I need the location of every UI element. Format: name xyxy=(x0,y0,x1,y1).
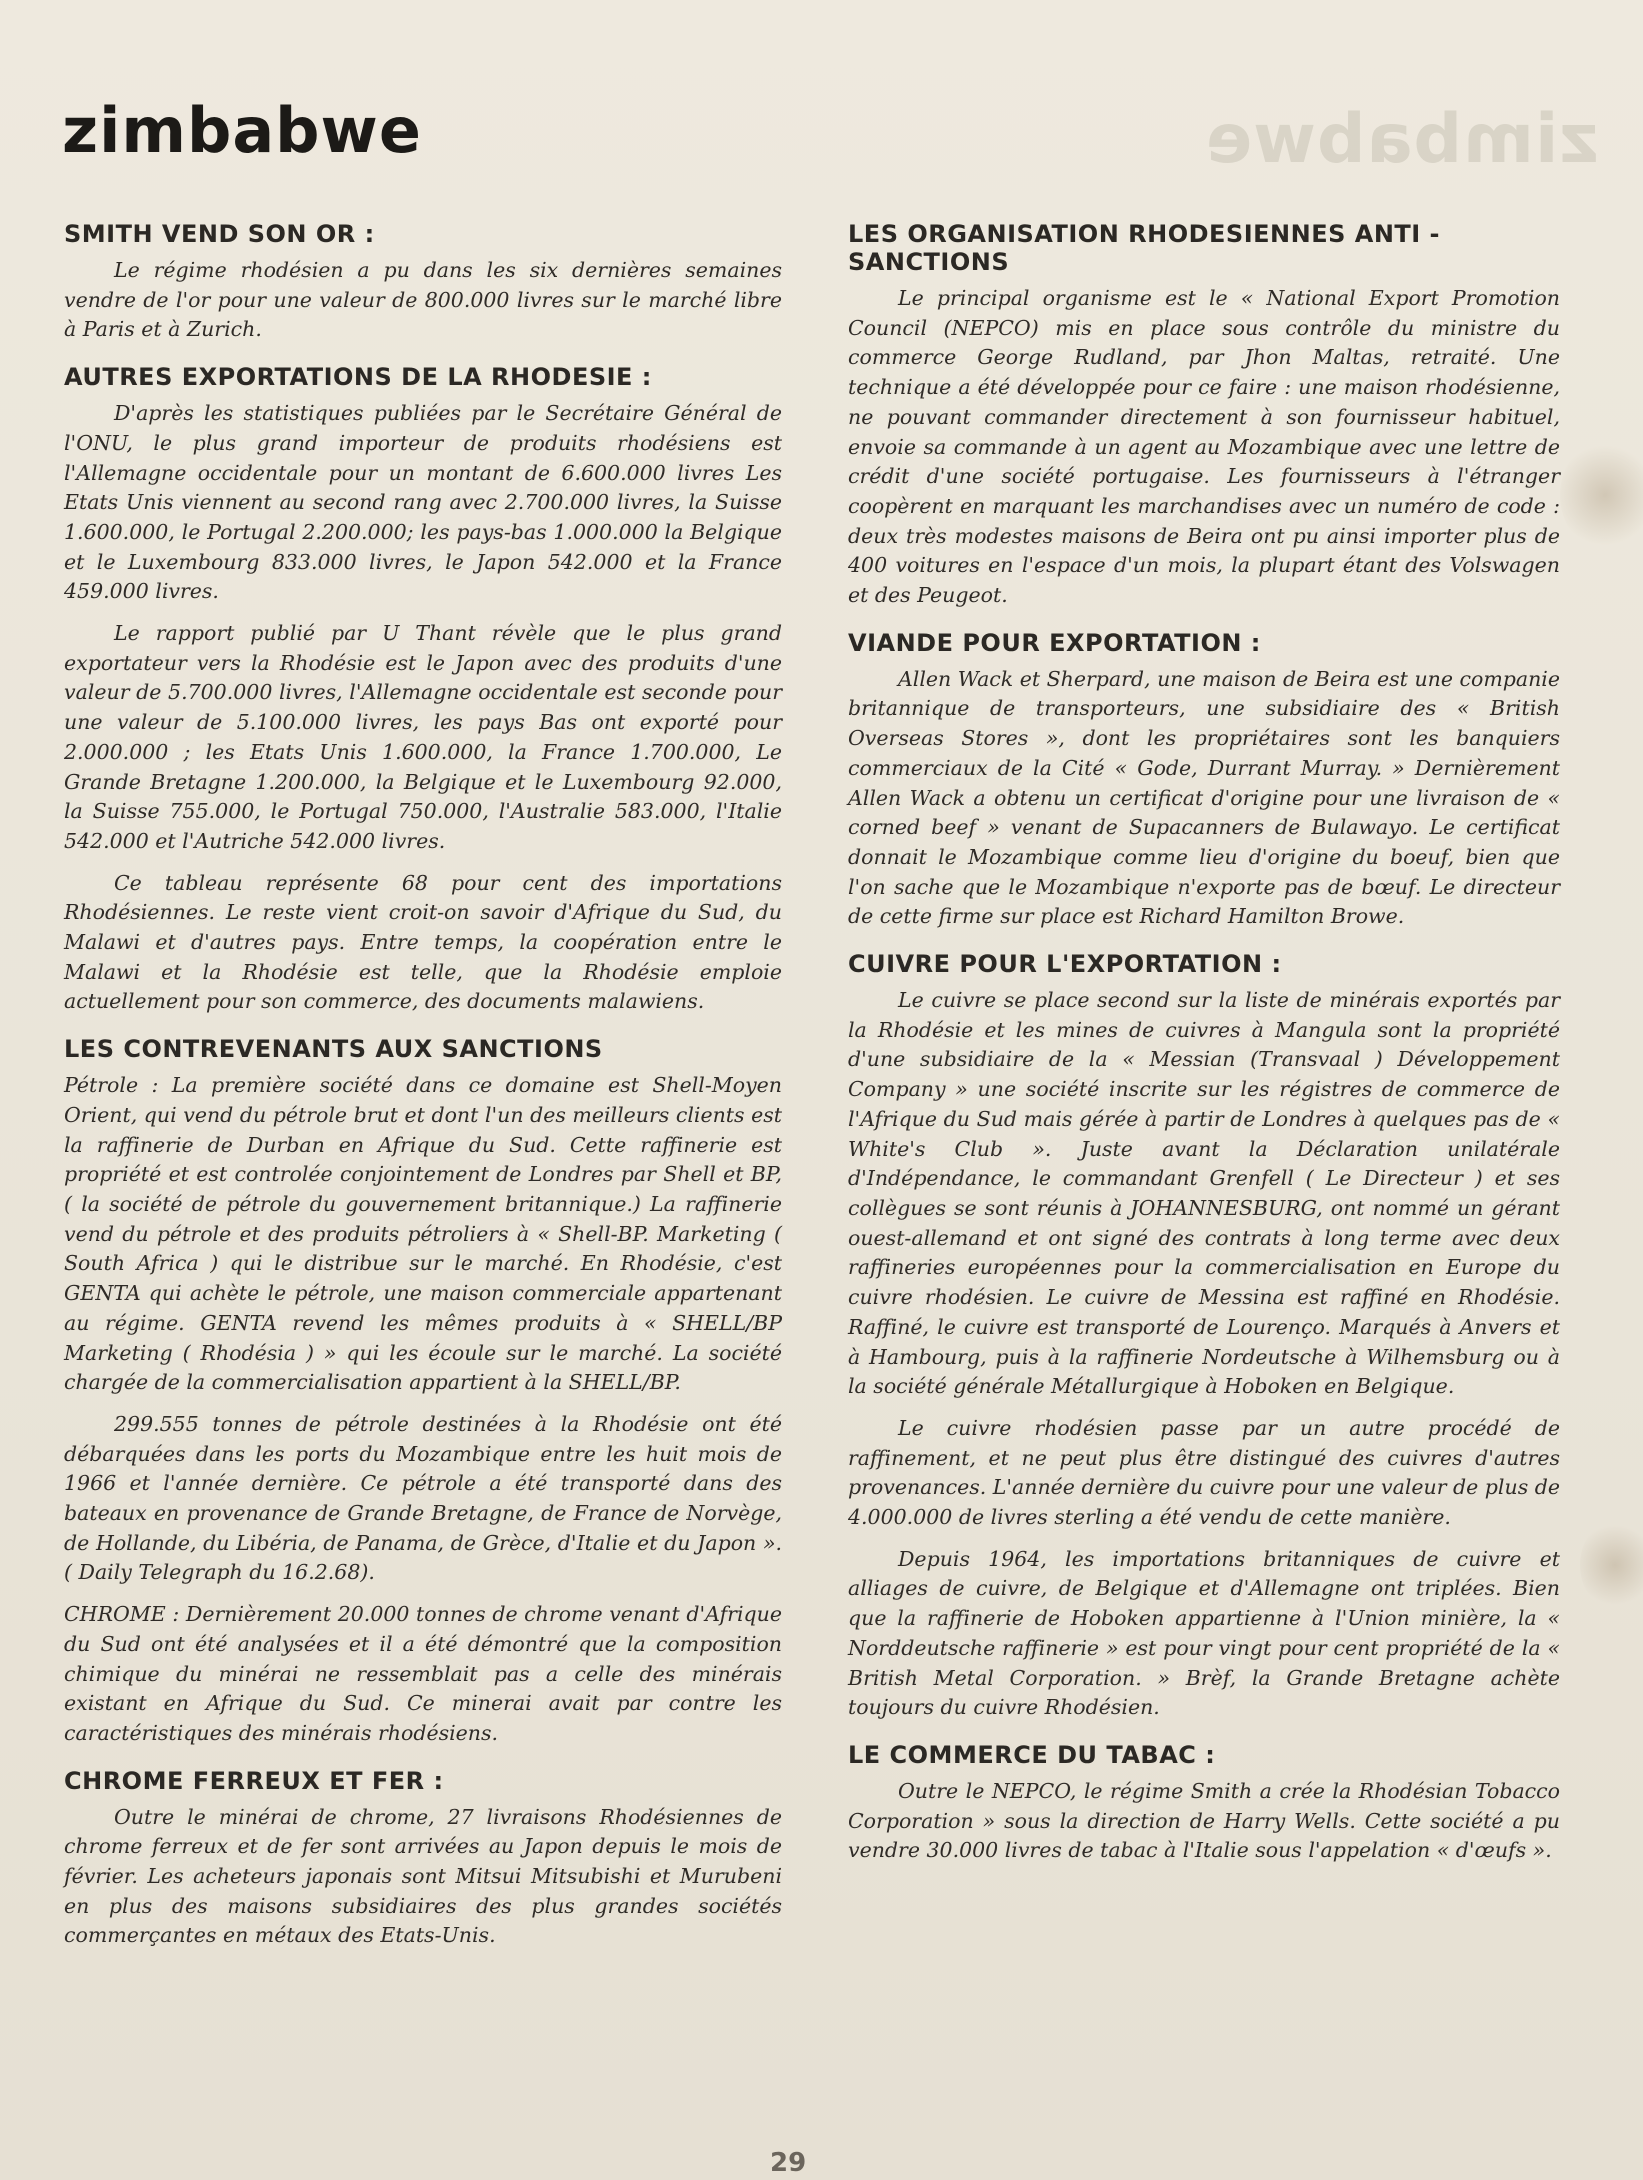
paragraph: Allen Wack et Sherpard, une maison de Beira est une companie britannique de transporteurs, une subsidiaire des « British Overseas Stores », dont les propriétaires sont les banquiers commerciaux de la Cité « Gode, Durrant Murray. » Dernièrement Allen Wack a obtenu un certificat d'origine pour une livraison de « corned beef » venant de Supacanners de Bulawayo. Le certificat donnait le Mozambique comme lieu d'origine du boeuf, bien que l'on sache que le Mozambique n'exporte pas de bœuf. Le directeur de cette firme sur place est Richard Hamilton Browe. xyxy=(848,666,1560,929)
section-heading: LES CONTREVENANTS AUX SANCTIONS xyxy=(64,1035,603,1064)
left-column xyxy=(64,220,782,1963)
section-heading: AUTRES EXPORTATIONS DE LA RHODESIE : xyxy=(64,363,652,392)
paragraph: CHROME : Dernièrement 20.000 tonnes de chrome venant d'Afrique du Sud ont été analysées et il a été démontré que la composition chimique du minérai ne ressemblait pas a celle des minérais existant en Afrique du Sud. Ce minerai avait par contre les caractéristiques des minérais rhodésiens. xyxy=(64,1602,782,1745)
paper-stain xyxy=(1560,440,1643,550)
paragraph: Le cuivre se place second sur la liste de minérais exportés par la Rhodésie et les mines de cuivres à Mangula sont la propriété d'une subsidiaire de la « Messian (Transvaal ) Développement Company » une société inscrite sur les régistres de commerce de l'Afrique du Sud mais gérée à partir de Londres à quelques pas de « White's Club ». Juste avant la Déclaration unilatérale d'Indépendance, le commandant Grenfell ( Le Directeur ) et ses collègues se sont réunis à JOHANNESBURG, ont nommé un gérant ouest-allemand et ont signé des contrats à long terme avec deux raffineries européennes pour la commercialisation en Europe du cuivre rhodésien. Le cuivre de Messina est raffiné en Rhodésie. Raffiné, le cuivre est transporté de Lourenço. Marqués à Anvers et à Hambourg, puis à la raffinerie Nordeutsche à Wilhemsburg ou à la société générale Métallurgique à Hoboken en Belgique. xyxy=(848,988,1560,1399)
paragraph: Le rapport publié par U Thant révèle que le plus grand exportateur vers la Rhodésie est le Japon avec des produits d'une valeur de 5.700.000 livres, l'Allemagne occidentale est seconde pour une valeur de 5.100.000 livres, les pays Bas ont exporté pour 2.000.000 ; les Etats Unis 1.600.000, la France 1.700.000, Le Grande Bretagne 1.200.000, la Belgique et le Luxembourg 92.000, la Suisse 755.000, le Portugal 750.000, l'Australie 583.000, l'Italie 542.000 et l'Autriche 542.000 livres. xyxy=(64,621,782,853)
section-heading: CUIVRE POUR L'EXPORTATION : xyxy=(848,950,1282,979)
paragraph: Le cuivre rhodésien passe par un autre procédé de raffinement, et ne peut plus être distingué des cuivres d'autres provenances. L'année dernière du cuivre pour une valeur de plus de 4.000.000 de livres sterling a été vendu de cette manière. xyxy=(848,1415,1560,1530)
section-viande-exportation xyxy=(848,629,1560,932)
section-heading: SMITH VEND SON OR : xyxy=(64,220,375,248)
section-heading: CHROME FERREUX ET FER : xyxy=(64,1766,444,1795)
section-heading: VIANDE POUR EXPORTATION : xyxy=(848,628,1261,657)
page-title: zimbabwe xyxy=(62,94,422,167)
section-smith-vend-son-or xyxy=(64,220,782,345)
paper-stain xyxy=(1580,1520,1643,1610)
section-heading: LE COMMERCE DU TABAC : xyxy=(848,1740,1216,1769)
paragraph: Le régime rhodésien a pu dans les six dernières semaines vendre de l'or pour une valeur de 800.000 livres sur le marché libre à Paris et à Zurich. xyxy=(64,258,782,342)
bleed-through-title: zimbabwe xyxy=(1205,100,1599,179)
section-autres-exportations xyxy=(64,363,782,1017)
paragraph: Depuis 1964, les importations britanniques de cuivre et alliages de cuivre, de Belgique et d'Allemagne ont triplées. Bien que la raffinerie de Hoboken appartienne à l'Union minière, la « Norddeutsche raffinerie » est pour vingt pour cent propriété de la « British Metal Corporation. » Brèf, la Grande Bretagne achète toujours du cuivre Rhodésien. xyxy=(848,1546,1560,1720)
section-contrevenants xyxy=(64,1035,782,1748)
section-organisations-anti-sanctions xyxy=(848,220,1560,611)
paragraph: Le principal organisme est le « National Export Promotion Council (NEPCO) mis en place sous contrôle du ministre du commerce George Rudland, par Jhon Maltas, retraité. Une technique a été développée pour ce faire : une maison rhodésienne, ne pouvant commander directement à son fournisseur habituel, envoie sa commande à un agent au Mozambique avec une lettre de crédit d'une société portugaise. Les fournisseurs à l'étranger coopèrent en marquant les marchandises avec un numéro de code : deux très modestes maisons de Beira ont pu ainsi importer plus de 400 voitures en l'espace d'un mois, la plupart étant des Volswagen et des Peugeot. xyxy=(848,286,1560,608)
page-number: 29 xyxy=(770,2148,807,2178)
paragraph: D'après les statistiques publiées par le Secrétaire Général de l'ONU, le plus grand importeur de produits rhodésiens est l'Allemagne occidentale pour un montant de 6.600.000 livres Les Etats Unis viennent au second rang avec 2.700.000 livres, la Suisse 1.600.000, le Portugal 2.200.000; les pays-bas 1.000.000 la Belgique et le Luxembourg 833.000 livres, le Japon 542.000 et la France 459.000 livres. xyxy=(64,401,782,604)
paragraph: Pétrole : La première société dans ce domaine est Shell-Moyen Orient, qui vend du pétrole brut et dont l'un des meilleurs clients est la raffinerie de Durban en Afrique du Sud. Cette raffinerie est propriété et est controlée conjointement de Londres par Shell et BP, ( la société de pétrole du gouvernement britannique.) La raffinerie vend du pétrole et des produits pétroliers à « Shell-BP. Marketing ( South Africa ) qui le distribue sur le marché. En Rhodésie, c'est GENTA qui achète le pétrole, une maison commerciale appartenant au régime. GENTA revend les mêmes produits à « SHELL/BP Marketing ( Rhodésia ) » qui les écoule sur le marché. La société chargée de la commercialisation appartient à la SHELL/BP. xyxy=(64,1073,782,1395)
right-column xyxy=(848,220,1560,1878)
section-heading: LES ORGANISATION RHODESIENNES ANTI - SANCTIONS xyxy=(848,220,1441,276)
section-commerce-tabac xyxy=(848,1741,1560,1866)
section-cuivre-exportation xyxy=(848,950,1560,1723)
paragraph: Outre le minérai de chrome, 27 livraisons Rhodésiennes de chrome ferreux et de fer sont arrivées au Japon depuis le mois de février. Les acheteurs japonais sont Mitsui Mitsubishi et Murubeni en plus des maisons subsidiaires des plus grandes sociétés commerçantes en métaux des Etats-Unis. xyxy=(64,1804,782,1948)
section-chrome-ferreux xyxy=(64,1767,782,1952)
paragraph: Outre le NEPCO, le régime Smith a crée la Rhodésian Tobacco Corporation » sous la direction de Harry Wells. Cette société a pu vendre 30.000 livres de tabac à l'Italie sous l'appelation « d'œufs ». xyxy=(848,1778,1560,1863)
paragraph: 299.555 tonnes de pétrole destinées à la Rhodésie ont été débarquées dans les ports du Mozambique entre les huit mois de 1966 et l'année dernière. Ce pétrole a été transporté dans des bateaux en provenance de Grande Bretagne, de France de Norvège, de Hollande, du Libéria, de Panama, de Grèce, d'Italie et du Japon ». ( Daily Telegraph du 16.2.68). xyxy=(64,1411,782,1585)
paragraph: Ce tableau représente 68 pour cent des importations Rhodésiennes. Le reste vient croit-on savoir d'Afrique du Sud, du Malawi et d'autres pays. Entre temps, la coopération entre le Malawi et la Rhodésie est telle, que la Rhodésie emploie actuellement pour son commerce, des documents malawiens. xyxy=(64,870,782,1014)
